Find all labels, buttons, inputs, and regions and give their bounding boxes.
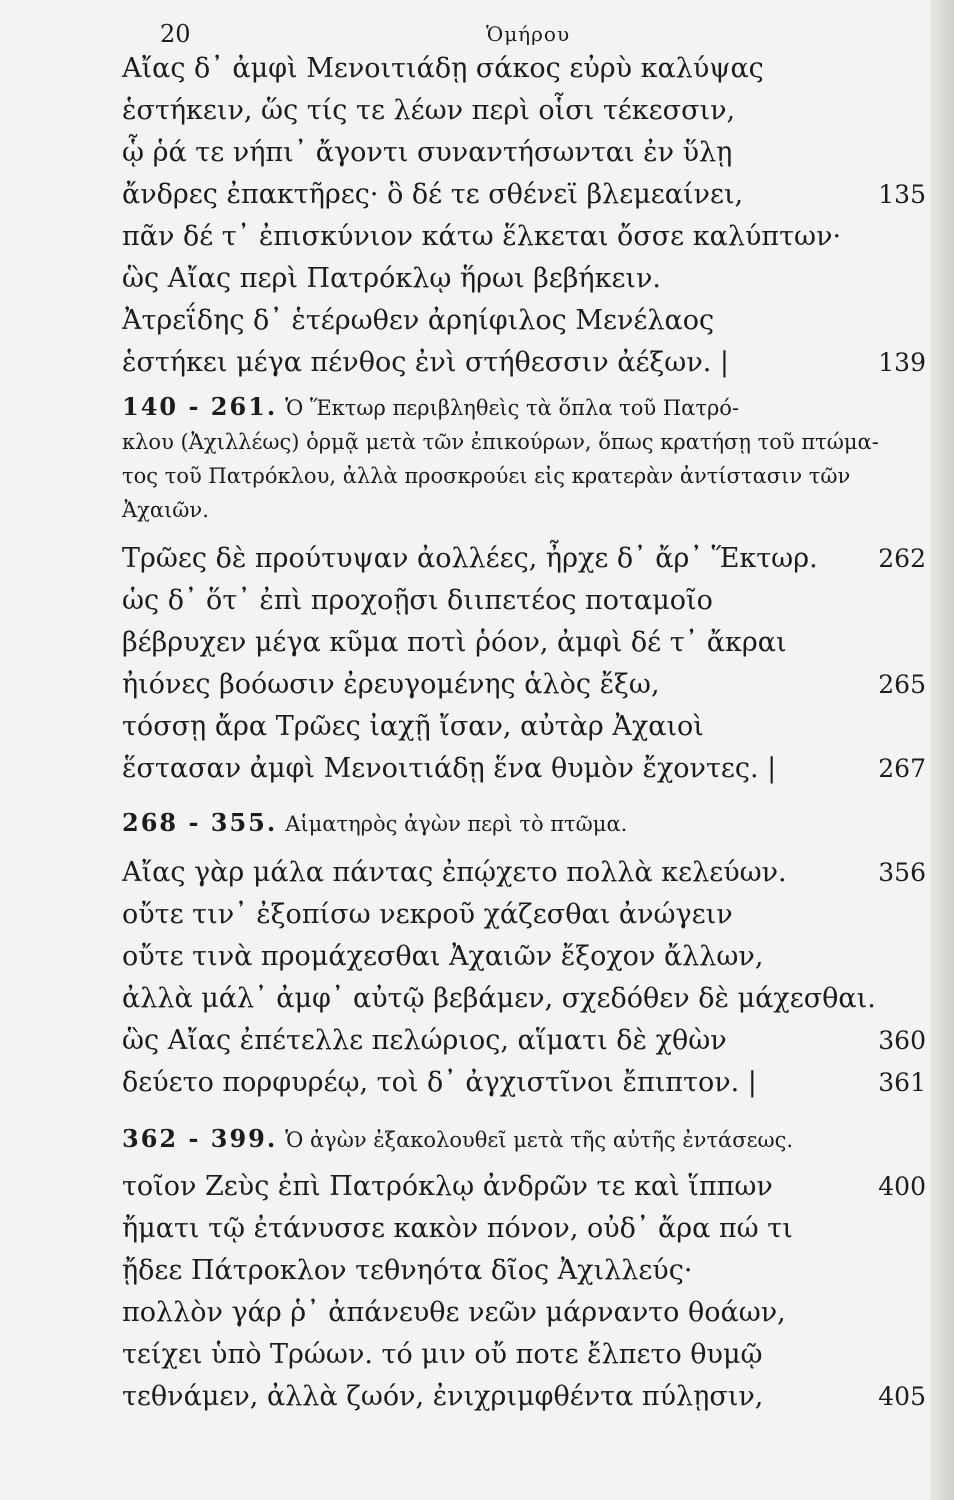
verse-line [0, 258, 954, 300]
line-number: 405 [878, 1382, 926, 1411]
verse-line [0, 48, 954, 90]
page-header [0, 18, 954, 48]
verse-text: ὣς Αἴας περὶ Πατρόκλῳ ἥρωι βεβήκειν. [122, 263, 662, 294]
verse-text: ἄνδρες ἐπακτῆρες· ὃ δέ τε σθένεϊ βλεμεαίνει, [122, 179, 744, 210]
verse-text: ἕστασαν ἀμφὶ Μενοιτιάδῃ ἕνα θυμὸν ἔχοντες. | [122, 753, 777, 784]
summary-line: κλου (Ἀχιλλέως) ὁρμᾷ μετὰ τῶν ἐπικούρων, ὅπως κρατήσῃ τοῦ πτώμα- [122, 430, 879, 454]
verse-text: τοῖον Ζεὺς ἐπὶ Πατρόκλῳ ἀνδρῶν τε καὶ ἵππων [122, 1171, 773, 1202]
verse-line [0, 132, 954, 174]
summary-text: Ὁ ἀγὼν ἐξακολουθεῖ μετὰ τῆς αὐτῆς ἐντάσεως. [285, 1128, 794, 1152]
verse-line [0, 622, 954, 664]
verse-text: τεθνάμεν, ἀλλὰ ζωόν, ἐνιχριμφθέντα πύλῃσιν, [122, 1381, 764, 1412]
verse-text: Ἀτρεΐδης δ᾽ ἑτέρωθεν ἀρηίφιλος Μενέλαος [122, 305, 715, 336]
verse-text: ἠιόνες βοόωσιν ἐρευγομένης ἁλὸς ἔξω, [122, 669, 660, 700]
verse-text: ᾧ ῥά τε νήπι᾽ ἄγοντι συναντήσωνται ἐν ὕλῃ [122, 137, 733, 168]
line-number: 262 [878, 544, 926, 573]
verse-text: βέβρυχεν μέγα κῦμα ποτὶ ῥόον, ἀμφὶ δέ τ᾽ ἄκραι [122, 627, 787, 658]
verse-line [0, 852, 954, 894]
verse-line [0, 216, 954, 258]
verse-text: Αἴας γὰρ μάλα πάντας ἐπῴχετο πολλὰ κελεύων. [122, 857, 787, 888]
verse-line [0, 1208, 954, 1250]
verse-text: πᾶν δέ τ᾽ ἐπισκύνιον κάτω ἕλκεται ὄσσε καλύπτων· [122, 221, 842, 252]
running-title: Ὁμήρου [486, 22, 571, 46]
verse-text: Αἴας δ᾽ ἀμφὶ Μενοιτιάδῃ σάκος εὐρὺ καλύψας [122, 53, 764, 84]
summary-line: τος τοῦ Πατρόκλου, ἀλλὰ προσκρούει εἰς κρατερὰν ἀντίστασιν τῶν [122, 464, 851, 488]
line-number: 361 [878, 1068, 926, 1097]
line-range: 140 - 261. [122, 392, 278, 421]
verse-text: ἤματι τῷ ἐτάνυσσε κακὸν πόνον, οὐδ᾽ ἄρα πώ τι [122, 1213, 793, 1244]
summary-text: Αἱματηρὸς ἀγὼν περὶ τὸ πτῶμα. [285, 812, 628, 836]
verse-line [0, 748, 954, 790]
verse-line [0, 894, 954, 936]
verse-text: τόσσῃ ἄρα Τρῶες ἰαχῇ ἴσαν, αὐτὰρ Ἀχαιοὶ [122, 711, 704, 742]
summary-line [122, 390, 932, 425]
verse-text: οὔτε τιν᾽ ἐξοπίσω νεκροῦ χάζεσθαι ἀνώγειν [122, 899, 733, 930]
line-number: 356 [878, 858, 926, 887]
verse-line [0, 90, 954, 132]
verse-text: ἀλλὰ μάλ᾽ ἀμφ᾽ αὐτῷ βεβάμεν, σχεδόθεν δὲ μάχεσθαι. [122, 983, 876, 1014]
verse-text: ἑστήκει μέγα πένθος ἐνὶ στήθεσσιν ἀέξων. | [122, 347, 729, 378]
verse-text: ὡς δ᾽ ὅτ᾽ ἐπὶ προχοῇσι διιπετέος ποταμοῖο [122, 585, 713, 616]
verse-text: τείχει ὑπὸ Τρώων. τό μιν οὔ ποτε ἔλπετο θυμῷ [122, 1339, 763, 1370]
verse-text: ἑστήκειν, ὥς τίς τε λέων περὶ οἷσι τέκεσσιν, [122, 95, 736, 126]
verse-text: Τρῶες δὲ προύτυψαν ἀολλέες, ἦρχε δ᾽ ἄρ᾽ Ἕκτωρ. [122, 543, 818, 574]
summary-text: Ὁ Ἕκτωρ περιβληθεὶς τὰ ὅπλα τοῦ Πατρό- [285, 396, 740, 420]
line-range: 362 - 399. [122, 1124, 278, 1153]
line-number: 139 [878, 348, 926, 377]
verse-line [0, 1166, 954, 1208]
verse-line [0, 342, 954, 384]
verse-line [0, 1020, 954, 1062]
verse-text: ὣς Αἴας ἐπέτελλε πελώριος, αἵματι δὲ χθὼν [122, 1025, 727, 1056]
summary-line [122, 806, 932, 841]
summary-line: Ἀχαιῶν. [122, 498, 209, 522]
verse-text: οὔτε τινὰ προμάχεσθαι Ἀχαιῶν ἔξοχον ἄλλων, [122, 941, 764, 972]
verse-line [0, 706, 954, 748]
verse-text: πολλὸν γάρ ῥ᾽ ἀπάνευθε νεῶν μάρναντο θοάων, [122, 1297, 786, 1328]
section-summary [122, 806, 932, 841]
line-range: 268 - 355. [122, 808, 278, 837]
verse-line [0, 936, 954, 978]
summary-line [122, 1122, 932, 1157]
section-summary [122, 390, 932, 527]
verse-line [0, 580, 954, 622]
line-number: 400 [878, 1172, 926, 1201]
line-number: 135 [878, 180, 926, 209]
verse-text: ᾔδεε Πάτροκλον τεθνηότα δῖος Ἀχιλλεύς· [122, 1255, 693, 1286]
verse-line [0, 1062, 954, 1104]
section-summary [122, 1122, 932, 1157]
verse-line [0, 300, 954, 342]
verse-line [0, 538, 954, 580]
line-number: 360 [878, 1026, 926, 1055]
verse-text: δεύετο πορφυρέῳ, τοὶ δ᾽ ἀγχιστῖνοι ἔπιπτον. | [122, 1067, 757, 1098]
verse-line [0, 1334, 954, 1376]
verse-line [0, 1376, 954, 1418]
page-number: 20 [160, 20, 191, 48]
verse-line [0, 664, 954, 706]
verse-line [0, 978, 954, 1020]
line-number: 267 [878, 754, 926, 783]
line-number: 265 [878, 670, 926, 699]
verse-line [0, 1250, 954, 1292]
verse-line [0, 174, 954, 216]
verse-line [0, 1292, 954, 1334]
